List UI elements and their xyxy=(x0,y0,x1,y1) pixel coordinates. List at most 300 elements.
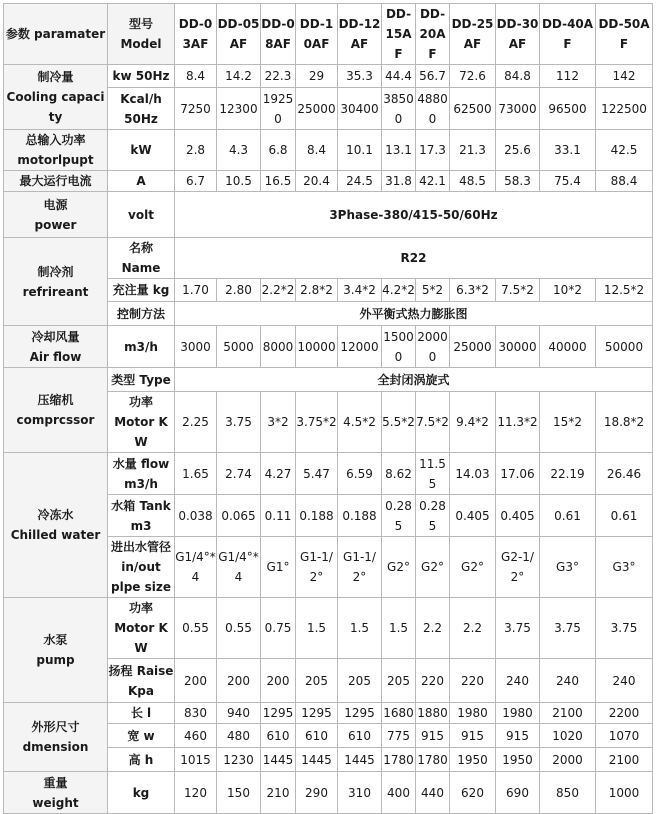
value-cell: 96500 xyxy=(540,88,596,130)
value-cell: 1880 xyxy=(416,703,450,724)
row-label-cell xyxy=(108,495,175,537)
text-line: 制冷剂 xyxy=(37,264,74,279)
value-cell: 5.5*2 xyxy=(382,392,416,453)
value-cell: 1015 xyxy=(175,748,217,772)
value-cell: 14.2 xyxy=(217,65,261,88)
value-cell: 5000 xyxy=(217,326,261,368)
value-cell: 30400 xyxy=(338,88,382,130)
value-cell: 4.27 xyxy=(261,453,296,495)
text-line: DD- xyxy=(598,17,624,31)
value-cell: 0.188 xyxy=(296,495,338,537)
text-line: 40AF xyxy=(563,17,594,51)
text-line: DD- xyxy=(338,17,364,31)
text-line: Cooling capacity xyxy=(6,90,105,124)
value-cell: 73000 xyxy=(496,88,540,130)
row-label-cell xyxy=(108,130,175,171)
row-label-cell xyxy=(108,598,175,659)
model-name-cell xyxy=(338,4,382,65)
value-cell: 8.4 xyxy=(175,65,217,88)
value-cell: 122500 xyxy=(596,88,653,130)
model-name-cell xyxy=(217,4,261,65)
value-cell: 48800 xyxy=(416,88,450,130)
header-row xyxy=(4,4,653,65)
value-cell: 310 xyxy=(338,772,382,814)
value-cell: 1.5 xyxy=(296,598,338,659)
text-line: 电源 xyxy=(43,197,68,212)
value-cell: 1295 xyxy=(261,703,296,724)
value-cell: 3.75 xyxy=(540,598,596,659)
value-cell: 0.065 xyxy=(217,495,261,537)
text-line: comprcssor xyxy=(16,413,95,427)
value-cell: 58.3 xyxy=(496,171,540,192)
value-cell: 22.19 xyxy=(540,453,596,495)
value-cell: 0.11 xyxy=(261,495,296,537)
value-cell: 20.4 xyxy=(296,171,338,192)
text-line: plpe size xyxy=(111,580,171,594)
value-cell: 2.8*2 xyxy=(296,279,338,302)
merged-value-cell: R22 xyxy=(175,238,653,279)
spec-row xyxy=(4,368,653,392)
spec-row xyxy=(4,703,653,724)
param-header: 参数 paramater xyxy=(4,4,108,65)
text-line: 50AF xyxy=(619,17,650,51)
text-line: 12AF xyxy=(350,17,381,51)
value-cell: G1/4°*4 xyxy=(217,537,261,598)
value-cell: 3.75*2 xyxy=(296,392,338,453)
text-line: Air flow xyxy=(29,349,82,364)
text-line: 压缩机 xyxy=(37,393,74,407)
value-cell: 480 xyxy=(217,724,261,748)
value-cell: 8.4 xyxy=(296,130,338,171)
value-cell: 0.55 xyxy=(217,598,261,659)
param-name-cell xyxy=(4,65,108,130)
value-cell: 1680 xyxy=(382,703,416,724)
value-cell: 24.5 xyxy=(338,171,382,192)
text-line: 功率 xyxy=(128,395,153,409)
value-cell: 400 xyxy=(382,772,416,814)
param-name-cell xyxy=(4,453,108,598)
value-cell: G1-1/2° xyxy=(296,537,338,598)
row-label-cell xyxy=(108,65,175,88)
value-cell: 220 xyxy=(450,659,496,703)
value-cell: 200 xyxy=(261,659,296,703)
value-cell: 1020 xyxy=(540,724,596,748)
value-cell: 50000 xyxy=(596,326,653,368)
text-line: 水箱 Tank xyxy=(111,498,171,513)
value-cell: 40000 xyxy=(540,326,596,368)
value-cell: 690 xyxy=(496,772,540,814)
value-cell: 12000 xyxy=(338,326,382,368)
text-line: in/out xyxy=(121,560,161,574)
value-cell: 200 xyxy=(175,659,217,703)
spec-row xyxy=(4,326,653,368)
text-line: kW xyxy=(130,143,152,157)
value-cell: 2000 xyxy=(540,748,596,772)
value-cell: 84.8 xyxy=(496,65,540,88)
value-cell: 12.5*2 xyxy=(596,279,653,302)
text-line: DD- xyxy=(217,17,243,31)
value-cell: 10000 xyxy=(296,326,338,368)
value-cell: 10*2 xyxy=(540,279,596,302)
param-name-cell xyxy=(4,703,108,772)
model-name-cell xyxy=(261,4,296,65)
value-cell: 220 xyxy=(416,659,450,703)
spec-table xyxy=(3,3,653,814)
value-cell: 2100 xyxy=(540,703,596,724)
text-line: 最大运行电流 xyxy=(19,174,92,188)
value-cell: 120 xyxy=(175,772,217,814)
value-cell: 25000 xyxy=(296,88,338,130)
row-label-cell xyxy=(108,537,175,598)
text-line: 10AF xyxy=(303,17,334,51)
spec-row xyxy=(4,130,653,171)
value-cell: 12300 xyxy=(217,88,261,130)
value-cell: 0.405 xyxy=(450,495,496,537)
text-line: pump xyxy=(36,653,75,667)
value-cell: 16.5 xyxy=(261,171,296,192)
value-cell: 1.5 xyxy=(382,598,416,659)
text-line: 长 l xyxy=(130,706,152,720)
text-line: DD- xyxy=(451,17,477,31)
row-label-cell xyxy=(108,453,175,495)
value-cell: 2.8 xyxy=(175,130,217,171)
value-cell: 3000 xyxy=(175,326,217,368)
text-line: Motor KW xyxy=(114,415,168,449)
value-cell: 1980 xyxy=(450,703,496,724)
value-cell: 0.55 xyxy=(175,598,217,659)
value-cell: 2.74 xyxy=(217,453,261,495)
text-line: DD- xyxy=(496,17,522,31)
value-cell: 8.62 xyxy=(382,453,416,495)
value-cell: 6.59 xyxy=(338,453,382,495)
text-line: 宽 w xyxy=(127,728,155,743)
value-cell: 775 xyxy=(382,724,416,748)
value-cell: 75.4 xyxy=(540,171,596,192)
model-name-cell xyxy=(496,4,540,65)
value-cell: 2100 xyxy=(596,748,653,772)
value-cell: 205 xyxy=(382,659,416,703)
value-cell: 1.5 xyxy=(338,598,382,659)
value-cell: G1/4°*4 xyxy=(175,537,217,598)
value-cell: 150 xyxy=(217,772,261,814)
merged-value-cell: 3Phase-380/415-50/60Hz xyxy=(175,192,653,238)
text-line: Name xyxy=(121,261,161,275)
value-cell: 4.3 xyxy=(217,130,261,171)
value-cell: 19250 xyxy=(261,88,296,130)
value-cell: 1980 xyxy=(496,703,540,724)
param-name-cell xyxy=(4,368,108,453)
text-line: 50Hz xyxy=(124,111,158,126)
spec-row xyxy=(4,453,653,495)
value-cell: 915 xyxy=(450,724,496,748)
value-cell: 13.1 xyxy=(382,130,416,171)
row-label-cell xyxy=(108,88,175,130)
value-cell: 240 xyxy=(596,659,653,703)
text-line: A xyxy=(136,174,146,188)
value-cell: 88.4 xyxy=(596,171,653,192)
value-cell: 33.1 xyxy=(540,130,596,171)
value-cell: 7.5*2 xyxy=(496,279,540,302)
text-line: DD- xyxy=(299,17,325,31)
value-cell: 3.75 xyxy=(217,392,261,453)
value-cell: 3.4*2 xyxy=(338,279,382,302)
text-line: 冷却风量 xyxy=(31,329,80,344)
text-line: 充注量 kg xyxy=(112,283,170,297)
value-cell: 1070 xyxy=(596,724,653,748)
value-cell: 0.61 xyxy=(596,495,653,537)
text-line: dmension xyxy=(22,740,89,754)
value-cell: 42.1 xyxy=(416,171,450,192)
value-cell: 56.7 xyxy=(416,65,450,88)
value-cell: G2-1/2° xyxy=(496,537,540,598)
value-cell: 4.5*2 xyxy=(338,392,382,453)
value-cell: 240 xyxy=(540,659,596,703)
value-cell: 7.5*2 xyxy=(416,392,450,453)
text-line: DD- xyxy=(178,17,204,31)
value-cell: 1445 xyxy=(338,748,382,772)
value-cell: 17.06 xyxy=(496,453,540,495)
text-line: DD- xyxy=(385,7,412,21)
value-cell: 0.75 xyxy=(261,598,296,659)
text-line: 08AF xyxy=(265,17,295,51)
value-cell: G3° xyxy=(540,537,596,598)
text-line: 名称 xyxy=(128,241,153,255)
value-cell: 2.25 xyxy=(175,392,217,453)
value-cell: 25.6 xyxy=(496,130,540,171)
value-cell: 72.6 xyxy=(450,65,496,88)
value-cell: 38500 xyxy=(382,88,416,130)
param-name-cell xyxy=(4,238,108,326)
value-cell: 915 xyxy=(416,724,450,748)
spec-row xyxy=(4,772,653,814)
param-name-cell xyxy=(4,130,108,171)
text-line: 型号 xyxy=(128,17,153,31)
spec-row xyxy=(4,598,653,659)
value-cell: 2.80 xyxy=(217,279,261,302)
value-cell: 1950 xyxy=(496,748,540,772)
row-label-cell xyxy=(108,326,175,368)
model-name-cell xyxy=(175,4,217,65)
row-label-cell xyxy=(108,279,175,302)
value-cell: 830 xyxy=(175,703,217,724)
value-cell: 5.47 xyxy=(296,453,338,495)
value-cell: G1-1/2° xyxy=(338,537,382,598)
text-line: 进出水管径 xyxy=(110,540,171,554)
value-cell: 205 xyxy=(338,659,382,703)
value-cell: 1000 xyxy=(596,772,653,814)
value-cell: 440 xyxy=(416,772,450,814)
model-name-cell xyxy=(450,4,496,65)
value-cell: G2° xyxy=(450,537,496,598)
value-cell: 26.46 xyxy=(596,453,653,495)
text-line: refrireant xyxy=(22,284,89,299)
text-line: m3 xyxy=(130,518,152,533)
value-cell: 4.2*2 xyxy=(382,279,416,302)
text-line: 扬程 Raise xyxy=(108,663,174,678)
row-label-cell xyxy=(108,368,175,392)
value-cell: 42.5 xyxy=(596,130,653,171)
row-label-cell xyxy=(108,703,175,724)
value-cell: 21.3 xyxy=(450,130,496,171)
text-line: 30AF xyxy=(508,17,539,51)
value-cell: 2.2*2 xyxy=(261,279,296,302)
text-line: 水泵 xyxy=(43,633,68,647)
value-cell: 200 xyxy=(217,659,261,703)
value-cell: 240 xyxy=(496,659,540,703)
value-cell: 25000 xyxy=(450,326,496,368)
value-cell: 610 xyxy=(296,724,338,748)
param-name-cell xyxy=(4,192,108,238)
spec-table-body xyxy=(4,4,653,814)
model-header xyxy=(108,4,175,65)
text-line: 功率 xyxy=(128,601,153,615)
spec-row xyxy=(4,65,653,88)
value-cell: 2200 xyxy=(596,703,653,724)
value-cell: 31.8 xyxy=(382,171,416,192)
text-line: Chilled water xyxy=(10,528,101,542)
value-cell: 10.1 xyxy=(338,130,382,171)
text-line: 外形尺寸 xyxy=(31,720,80,734)
text-line: DD- xyxy=(541,17,568,31)
text-line: power xyxy=(34,217,77,232)
value-cell: 0.038 xyxy=(175,495,217,537)
value-cell: 30000 xyxy=(496,326,540,368)
text-line: 重量 xyxy=(43,775,68,790)
spec-row xyxy=(4,171,653,192)
value-cell: 17.3 xyxy=(416,130,450,171)
value-cell: 290 xyxy=(296,772,338,814)
text-line: 20AF xyxy=(419,27,446,61)
row-label-cell xyxy=(108,171,175,192)
value-cell: 8000 xyxy=(261,326,296,368)
value-cell: 35.3 xyxy=(338,65,382,88)
value-cell: 850 xyxy=(540,772,596,814)
row-label-cell xyxy=(108,192,175,238)
param-name-cell xyxy=(4,326,108,368)
text-line: DD- xyxy=(419,7,446,21)
text-line: Kpa xyxy=(128,683,154,698)
value-cell: 0.188 xyxy=(338,495,382,537)
merged-value-cell: 全封闭涡旋式 xyxy=(175,368,653,392)
value-cell: 1780 xyxy=(382,748,416,772)
row-label-cell xyxy=(108,302,175,326)
value-cell: 1780 xyxy=(416,748,450,772)
value-cell: 10.5 xyxy=(217,171,261,192)
text-line: 15AF xyxy=(385,27,412,61)
value-cell: 460 xyxy=(175,724,217,748)
model-name-cell xyxy=(382,4,416,65)
value-cell: 940 xyxy=(217,703,261,724)
value-cell: G2° xyxy=(382,537,416,598)
value-cell: 22.3 xyxy=(261,65,296,88)
value-cell: 0.61 xyxy=(540,495,596,537)
value-cell: 7250 xyxy=(175,88,217,130)
value-cell: 1445 xyxy=(261,748,296,772)
row-label-cell xyxy=(108,748,175,772)
model-name-cell xyxy=(540,4,596,65)
text-line: m3/h xyxy=(124,339,158,354)
value-cell: 15000 xyxy=(382,326,416,368)
text-line: 03AF xyxy=(182,17,213,51)
value-cell: 6.7 xyxy=(175,171,217,192)
value-cell: 44.4 xyxy=(382,65,416,88)
text-line: 控制方法 xyxy=(116,306,165,321)
value-cell: 210 xyxy=(261,772,296,814)
value-cell: G3° xyxy=(596,537,653,598)
spec-row xyxy=(4,192,653,238)
model-name-cell xyxy=(416,4,450,65)
value-cell: 14.03 xyxy=(450,453,496,495)
value-cell: 48.5 xyxy=(450,171,496,192)
value-cell: 15*2 xyxy=(540,392,596,453)
value-cell: 29 xyxy=(296,65,338,88)
value-cell: 11.3*2 xyxy=(496,392,540,453)
value-cell: 3.75 xyxy=(596,598,653,659)
value-cell: 62500 xyxy=(450,88,496,130)
text-line: weight xyxy=(32,795,79,810)
value-cell: 610 xyxy=(338,724,382,748)
value-cell: 1.65 xyxy=(175,453,217,495)
value-cell: 0.285 xyxy=(382,495,416,537)
value-cell: 1950 xyxy=(450,748,496,772)
text-line: Motor KW xyxy=(114,621,168,655)
row-label-cell xyxy=(108,659,175,703)
value-cell: 620 xyxy=(450,772,496,814)
merged-value-cell: 外平衡式热力膨胀图 xyxy=(175,302,653,326)
value-cell: 20000 xyxy=(416,326,450,368)
value-cell: 610 xyxy=(261,724,296,748)
text-line: 制冷量 xyxy=(37,70,74,84)
value-cell: 0.405 xyxy=(496,495,540,537)
value-cell: 2.2 xyxy=(416,598,450,659)
text-line: 25AF xyxy=(463,17,494,51)
text-line: motorlpupt xyxy=(17,153,94,167)
text-line: 总输入功率 xyxy=(25,133,86,147)
value-cell: 6.3*2 xyxy=(450,279,496,302)
text-line: 05AF xyxy=(229,17,260,51)
value-cell: 1.70 xyxy=(175,279,217,302)
text-line: 冷冻水 xyxy=(37,508,74,522)
value-cell: G1° xyxy=(261,537,296,598)
value-cell: G2° xyxy=(416,537,450,598)
value-cell: 1445 xyxy=(296,748,338,772)
value-cell: 11.55 xyxy=(416,453,450,495)
text-line: Kcal/h xyxy=(120,91,162,106)
param-name-cell xyxy=(4,171,108,192)
row-label-cell xyxy=(108,724,175,748)
row-label-cell xyxy=(108,238,175,279)
text-line: volt xyxy=(128,207,154,222)
value-cell: 0.285 xyxy=(416,495,450,537)
value-cell: 915 xyxy=(496,724,540,748)
value-cell: 5*2 xyxy=(416,279,450,302)
value-cell: 3.75 xyxy=(496,598,540,659)
value-cell: 1230 xyxy=(217,748,261,772)
spec-row xyxy=(4,238,653,279)
text-line: kw 50Hz xyxy=(112,69,170,83)
model-name-cell xyxy=(296,4,338,65)
value-cell: 9.4*2 xyxy=(450,392,496,453)
text-line: 类型 Type xyxy=(111,372,171,387)
text-line: kg xyxy=(132,785,150,800)
value-cell: 18.8*2 xyxy=(596,392,653,453)
value-cell: 112 xyxy=(540,65,596,88)
param-name-cell xyxy=(4,772,108,814)
text-line: 高 h xyxy=(128,752,154,767)
value-cell: 205 xyxy=(296,659,338,703)
param-name-cell xyxy=(4,598,108,703)
value-cell: 3*2 xyxy=(261,392,296,453)
